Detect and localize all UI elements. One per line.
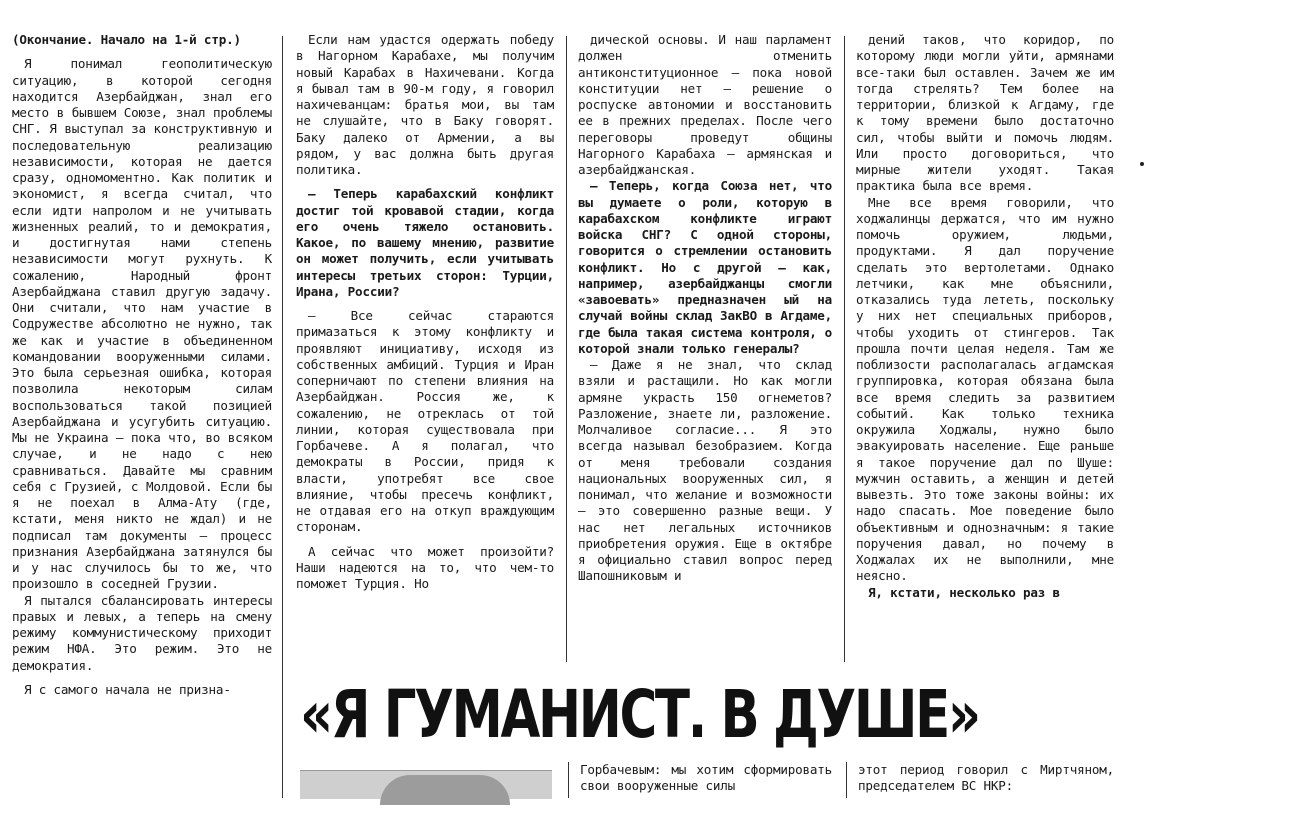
paragraph: Я понимал геополитическую ситуацию, в которой сегодня находится Азербайджан, знал его место в бывшем Союзе, знал проблемы СНГ. Я выступал за конструктивную и последовательную реализацию независимости, которая не дается сразу, одномоментно. Как политик и экономист, я всегда считал, что если идти напролом и не учитывать жизненных реалий, то и демократия, и достигнутая нами степень независимости могут рухнуть. К сожалению, Народный фронт Азербайджана ставил другую задачу. Они считали, что нам участие в Содружестве абсолютно не нужно, так же как и участие в объединенном командовании вооруженными силами. Это была серьезная ошибка, которая позволила некоторым силам воспользоваться такой позицией Азербайджана и усугубить ситуацию. Мы не Украина — пока что, во всяком случае, и не надо с нею сравниваться. Давайте мы сравним себя с Грузией, с Молдовой. Если бы я не поехал в Алма-Ату (где, кстати, меня никто не ждал) и не подписал там документы — процесс признания Азербайджана затянулся бы и у нас случилось бы то же, что произошло в соседней Грузии. (12, 56, 272, 592)
paragraph: Я пытался сбалансировать интересы правых и левых, а теперь на смену режиму коммунистическому приходит режим НФА. Это режим. Это не демократия. (12, 592, 272, 673)
column-rule (846, 762, 847, 798)
paragraph: А сейчас что может произойти? Наши надеются на то, что чем-то поможет Турция. Но (296, 543, 554, 591)
article-headline: «Я ГУМАНИСТ. В ДУШЕ» (300, 676, 979, 753)
portrait-photo (300, 770, 552, 799)
interview-question: — Теперь, когда Союза нет, что вы думаете о роли, которую в карабахском конфликте играют войска СНГ? С одной стороны, говорится о стремлении остановить конфликт. Но с другой — как, например, азербайджанцы смогли «завоевать» предназначен ый на случай войны склад ЗакВО в Агдаме, где была такая система контроля, о которой знали только генералы? (578, 178, 832, 356)
print-speck (1140, 162, 1144, 166)
paragraph: Я, кстати, несколько раз в (868, 584, 1060, 600)
column-rule (844, 36, 845, 662)
article-column-5 (580, 762, 832, 798)
article-column-3 (578, 32, 832, 660)
paragraph: этот период говорил с Миртчяном, председателем ВС НКР: (858, 762, 1114, 794)
paragraph: — Все сейчас стараются примазаться к этому конфликту и проявляют инициативу, исходя из собственных амбиций. Турция и Иран соперничают по степени влияния на Азербайджан. Россия же, к сожалению, не отреклась от той линии, которая существовала при Горбачеве. А я полагал, что демократы в России, придя к власти, употребят все свое влияние, чтобы пресечь конфликт, не отдавая его на откуп враждующим сторонам. (296, 308, 554, 535)
interview-question: — Теперь карабахский конфликт достиг той кровавой стадии, когда его очень тяжело остановить. Какое, по вашему мнению, развитие он может получить, если учитывать интересы третьих сторон: Турции, Ирана, России? (296, 186, 554, 299)
paragraph: дений таков, что коридор, по которому люди могли уйти, армянами все-таки был оставлен. Зачем же им тогда стрелять? Тем более на территории, близкой к Агдаму, где к тому времени было достаточно сил, чтобы выйти и помочь людям. Или просто договориться, что мирные жители уходят. Такая практика была все время. (856, 32, 1114, 194)
paragraph: Мне все время говорили, что ходжалинцы держатся, что им нужно помочь оружием, людьми, продуктами. Я дал поручение сделать это вертолетами. Однако летчики, как мне объяснили, отказались туда лететь, поскольку у них нет специальных приборов, чтобы уходить от стингеров. Так прошла почти целая неделя. Там же поблизости располагалась агдамская группировка, которая обязана была все время следить за развитием событий. Как только техника окружила Ходжалы, нужно было эвакуировать население. Еще раньше я такое поручение дал по Шуше: мужчин оставить, а женщин и детей вывезть. Это тоже законы войны: их надо спасать. Мое поведение было объективным и однозначным: я такие поручения давал, но почему в Ходжалах их не выполнили, мне неясно. (856, 194, 1114, 584)
paragraph: Горбачевым: мы хотим сформировать свои вооруженные силы (580, 762, 832, 794)
article-column-2 (296, 32, 554, 660)
article-column-1 (12, 32, 272, 830)
article-column-6 (858, 762, 1114, 798)
column-rule (282, 36, 283, 798)
paragraph: дической основы. И наш парламент должен отменить антиконституционное — пока новой конституции нет — решение о роспуске автономии и восстановить ее в прежних пределах. После чего переговоры проведут общины Нагорного Карабаха — армянская и азербайджанская. (578, 32, 832, 177)
column-rule (566, 36, 567, 662)
photo-subject-shape (380, 775, 510, 805)
column-rule (568, 762, 569, 798)
paragraph: Я с самого начала не призна- (24, 681, 231, 697)
article-column-4 (856, 32, 1114, 660)
continuation-note: (Окончание. Начало на 1-й стр.) (12, 32, 241, 47)
paragraph: Если нам удастся одержать победу в Нагорном Карабахе, мы получим новый Карабах в Нахичевани. Когда я бывал там в 90-м году, я говорил нахичеванцам: братья мои, вы там не слушайте, что в Баку говорят. Баку далеко от Армении, а вы рядом, у вас должна быть другая политика. (296, 32, 554, 177)
paragraph: — Даже я не знал, что склад взяли и растащили. Но как могли армяне украсть 150 огнеметов? Разложение, знаете ли, разложение. Молчаливое согласие... Я это всегда называл безобразием. Когда от меня требовали создания национальных вооруженных сил, я понимал, что желание и возможности — это совершенно разные вещи. У нас нет легальных источников приобретения оружия. Еще в октябре я официально ставил вопрос перед Шапошниковым и (578, 357, 832, 584)
